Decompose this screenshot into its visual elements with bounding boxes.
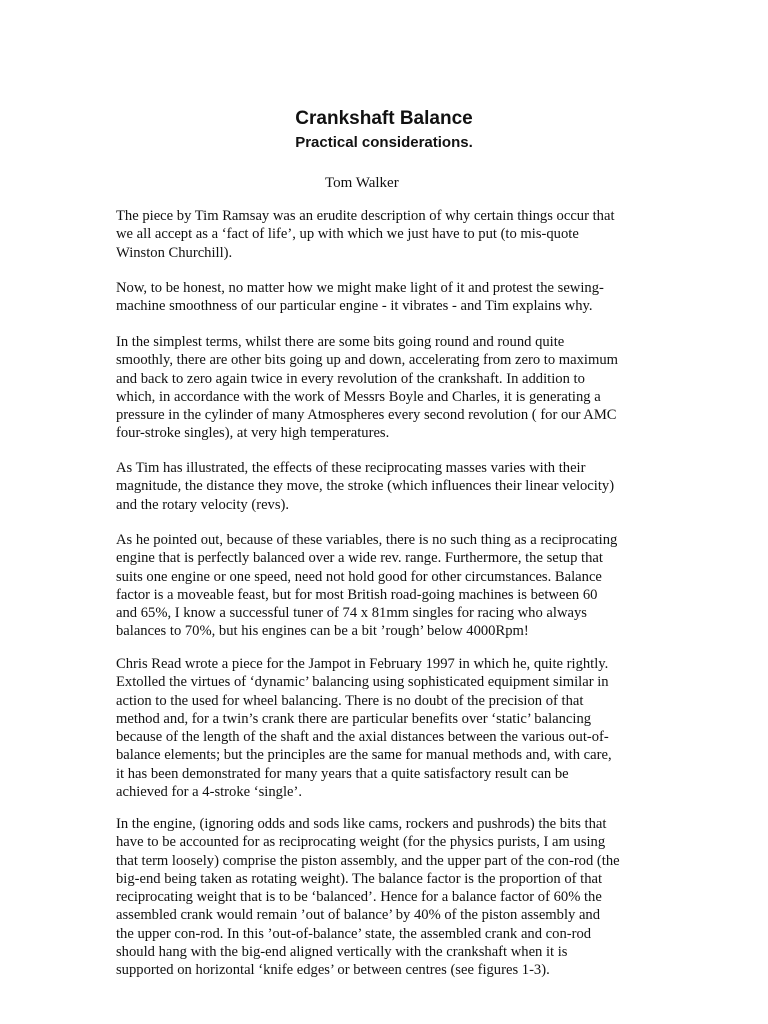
text-line: that term loosely) comprise the piston assembly, and the upper part of the con-rod (the <box>116 852 620 869</box>
text-line: four-stroke singles), at very high temperatures. <box>116 425 390 442</box>
text-line: engine that is perfectly balanced over a wide rev. range. Furthermore, the setup that <box>116 550 603 567</box>
text-line: suits one engine or one speed, need not hold good for other circumstances. Balance <box>116 568 602 585</box>
text-line: supported on horizontal ‘knife edges’ or between centres (see figures 1-3). <box>116 962 550 979</box>
text-line: method and, for a twin’s crank there are particular benefits over ‘static’ balancing <box>116 710 592 727</box>
text-line: factor is a moveable feast, but for most British road-going machines is between 60 <box>116 586 598 603</box>
text-line: Winston Churchill). <box>116 244 233 261</box>
text-line: balance elements; but the principles are the same for manual methods and, with care, <box>116 747 612 764</box>
text-line: balances to 70%, but his engines can be a bit ’rough’ below 4000Rpm! <box>116 623 529 640</box>
text-line: machine smoothness of our particular engine - it vibrates - and Tim explains why. <box>116 298 593 315</box>
text-line: As he pointed out, because of these variables, there is no such thing as a reciprocating <box>116 532 618 548</box>
text-line: The piece by Tim Ramsay was an erudite description of why certain things occur that <box>116 208 615 224</box>
document-title: Crankshaft Balance <box>295 108 473 129</box>
author-name: Tom Walker <box>325 175 399 191</box>
text-line: we all accept as a ‘fact of life’, up with which we just have to put (to mis-quote <box>116 226 579 243</box>
text-line: big-end being taken as rotating weight). The balance factor is the proportion of that <box>116 870 603 887</box>
text-line: Extolled the virtues of ‘dynamic’ balancing using sophisticated equipment similar in <box>116 674 609 691</box>
paragraph-3 <box>116 333 656 443</box>
text-line: and 65%, I know a successful tuner of 74 x 81mm singles for racing who always <box>116 605 587 622</box>
text-line: and the rotary velocity (revs). <box>116 496 290 513</box>
text-line: magnitude, the distance they move, the stroke (which influences their linear velocity) <box>116 478 615 495</box>
text-line: because of the length of the shaft and the axial distances between the various out-of- <box>116 729 609 746</box>
paragraph-4 <box>116 459 656 514</box>
text-line: should hang with the big-end aligned vertically with the crankshaft when it is <box>116 944 568 961</box>
text-line: smoothly, there are other bits going up and down, accelerating from zero to maximum <box>116 352 618 369</box>
text-line: have to be accounted for as reciprocating weight (for the physics purists, I am using <box>116 834 606 851</box>
text-line: reciprocating weight that is to be ‘balanced’. Hence for a balance factor of 60% the <box>116 889 602 906</box>
text-line: In the simplest terms, whilst there are some bits going round and round quite <box>116 334 565 350</box>
paragraph-7 <box>116 815 656 980</box>
paragraph-6 <box>116 655 656 801</box>
paragraph-2 <box>116 279 656 316</box>
text-line: which, in accordance with the work of Messrs Boyle and Charles, it is generating a <box>116 388 601 405</box>
text-line: action to the used for wheel balancing. There is no doubt of the precision of that <box>116 692 584 709</box>
text-line: achieved for a 4-stroke ‘single’. <box>116 784 302 801</box>
paragraph-5 <box>116 531 656 641</box>
text-line: the upper con-rod. In this ’out-of-balance’ state, the assembled crank and con-rod <box>116 925 592 942</box>
text-line: it has been demonstrated for many years that a quite satisfactory result can be <box>116 765 569 782</box>
paragraph-1 <box>116 207 656 262</box>
text-line: As Tim has illustrated, the effects of these reciprocating masses varies with their <box>116 460 586 476</box>
text-line: Chris Read wrote a piece for the Jampot in February 1997 in which he, quite rightly. <box>116 656 609 672</box>
text-line: assembled crank would remain ’out of balance’ by 40% of the piston assembly and <box>116 907 601 924</box>
text-line: Now, to be honest, no matter how we might make light of it and protest the sewing- <box>116 280 604 296</box>
text-line: In the engine, (ignoring odds and sods like cams, rockers and pushrods) the bits that <box>116 816 607 832</box>
text-line: pressure in the cylinder of many Atmospheres every second revolution ( for our AMC <box>116 407 617 424</box>
text-line: and back to zero again twice in every revolution of the crankshaft. In addition to <box>116 370 585 387</box>
document-subtitle: Practical considerations. <box>295 134 473 151</box>
